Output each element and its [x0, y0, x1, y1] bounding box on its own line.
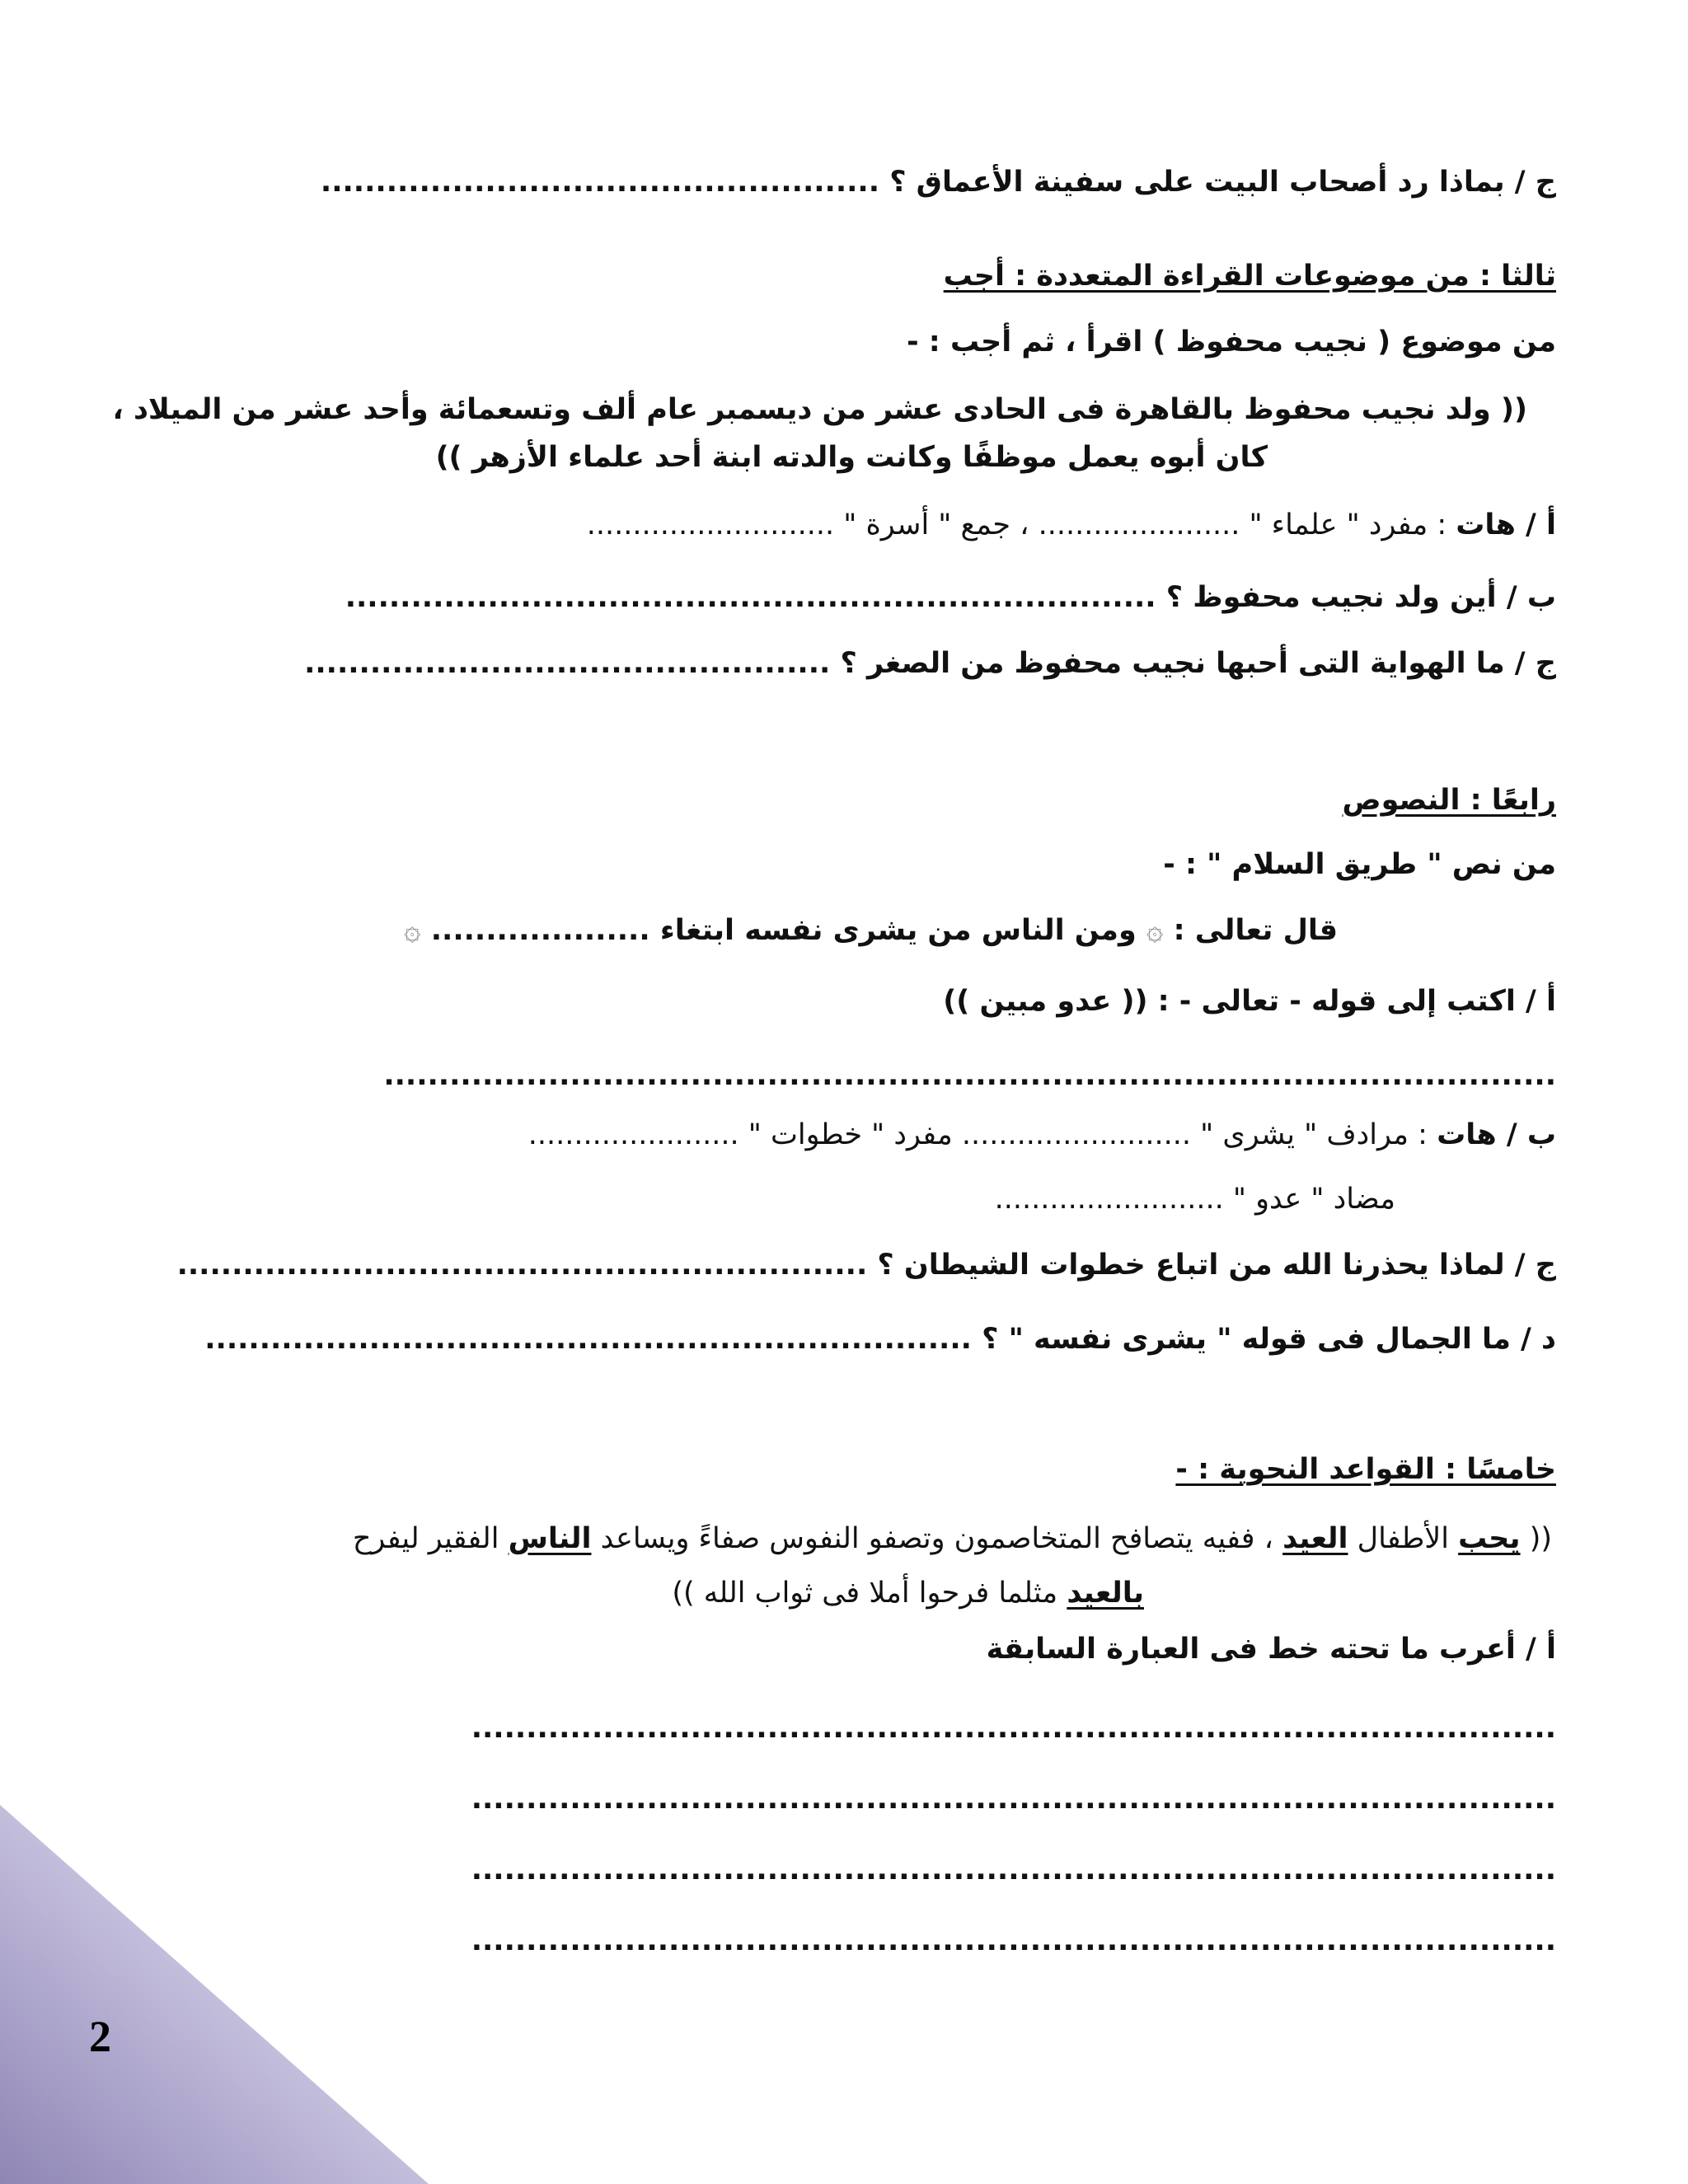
section-3-heading: ثالثا : من موضوعات القراءة المتعددة : أجب	[943, 260, 1556, 293]
question-3b: ب / أين ولد نجيب محفوظ ؟ ..........................................................................	[345, 581, 1556, 614]
gp1-text-a: الأطفال	[1357, 1522, 1449, 1555]
gp1-open: ((	[1529, 1522, 1552, 1555]
passage-line-2: كان أبوه يعمل موظفًا وكانت والدته ابنة أحد علماء الأزهر ))	[435, 441, 1268, 474]
question-4b	[528, 1114, 1556, 1155]
question-4b-body: : مرادف " يشرى " ......................... مفرد " خطوات " .......................	[528, 1118, 1428, 1151]
question-3c-ship: ج / بماذا رد أصحاب البيت على سفينة الأعماق ؟ ...................................................	[320, 166, 1556, 199]
question-3a-body: : مفرد " علماء " ...................... ، جمع " أسرة " ...........................	[586, 509, 1447, 541]
question-3a-label: أ / هات	[1456, 509, 1556, 541]
question-4a: أ / اكتب إلى قوله - تعالى - : (( عدو مبين ))	[943, 985, 1556, 1018]
underlined-word-aleid: العيد	[1282, 1522, 1348, 1555]
question-4b-label: ب / هات	[1437, 1118, 1556, 1151]
gp1-text-b: ، ففيه يتصافح المتخاصمون وتصفو النفوس صفاءً ويساعد	[600, 1522, 1273, 1555]
answer-line-5a-1: ...................................................................................................	[471, 1712, 1556, 1745]
question-3c: ج / ما الهواية التى أحبها نجيب محفوظ من الصغر ؟ ................................................	[304, 647, 1556, 680]
verse-text: ومن الناس من يشرى نفسه ابتغاء ....................	[430, 914, 1137, 947]
verse-open-ornament-icon: ۞	[1146, 914, 1164, 947]
underlined-word-yuhibb: يحب	[1458, 1522, 1521, 1555]
underlined-word-alnas: الناس	[508, 1522, 592, 1555]
question-4d: د / ما الجمال فى قوله " يشرى نفسه " ؟ ......................................................................	[204, 1323, 1556, 1356]
question-4b-antonym: مضاد " عدو " .........................	[994, 1183, 1395, 1216]
verse-intro: قال تعالى :	[1173, 914, 1338, 947]
corner-decoration	[0, 1805, 429, 2184]
answer-line-5a-2: ...................................................................................................	[471, 1783, 1556, 1816]
quran-verse-line	[404, 910, 1338, 951]
grammar-passage-line-1	[353, 1518, 1552, 1559]
question-5a: أ / أعرب ما تحته خط فى العبارة السابقة	[986, 1633, 1556, 1666]
question-3a	[587, 504, 1556, 546]
question-4c: ج / لماذا يحذرنا الله من اتباع خطوات الشيطان ؟ ...............................................................	[176, 1249, 1556, 1282]
gp1-text-c: الفقير ليفرح	[352, 1522, 499, 1555]
gp2-text: مثلما فرحوا أملا فى ثواب الله ))	[672, 1577, 1058, 1610]
text-title: من نص " طريق السلام " : -	[1163, 848, 1556, 881]
answer-line-4a: ...........................................................................................................	[383, 1059, 1556, 1092]
topic-intro: من موضوع ( نجيب محفوظ ) اقرأ ، ثم أجب : -	[907, 326, 1556, 359]
passage-line-1: (( ولد نجيب محفوظ بالقاهرة فى الحادى عشر من ديسمبر عام ألف وتسعمائة وأحد عشر من الميلاد ،	[112, 393, 1527, 426]
verse-close-ornament-icon: ۞	[404, 914, 421, 947]
answer-line-5a-4: ...................................................................................................	[471, 1924, 1556, 1957]
grammar-passage-line-2	[672, 1572, 1144, 1614]
page-number: 2	[89, 2012, 111, 2061]
section-5-heading: خامسًا : القواعد النحوية : -	[1175, 1453, 1556, 1486]
section-4-heading: رابعًا : النصوص	[1342, 784, 1556, 817]
answer-line-5a-3: ...................................................................................................	[471, 1854, 1556, 1886]
underlined-word-bileid: بالعيد	[1067, 1577, 1144, 1610]
